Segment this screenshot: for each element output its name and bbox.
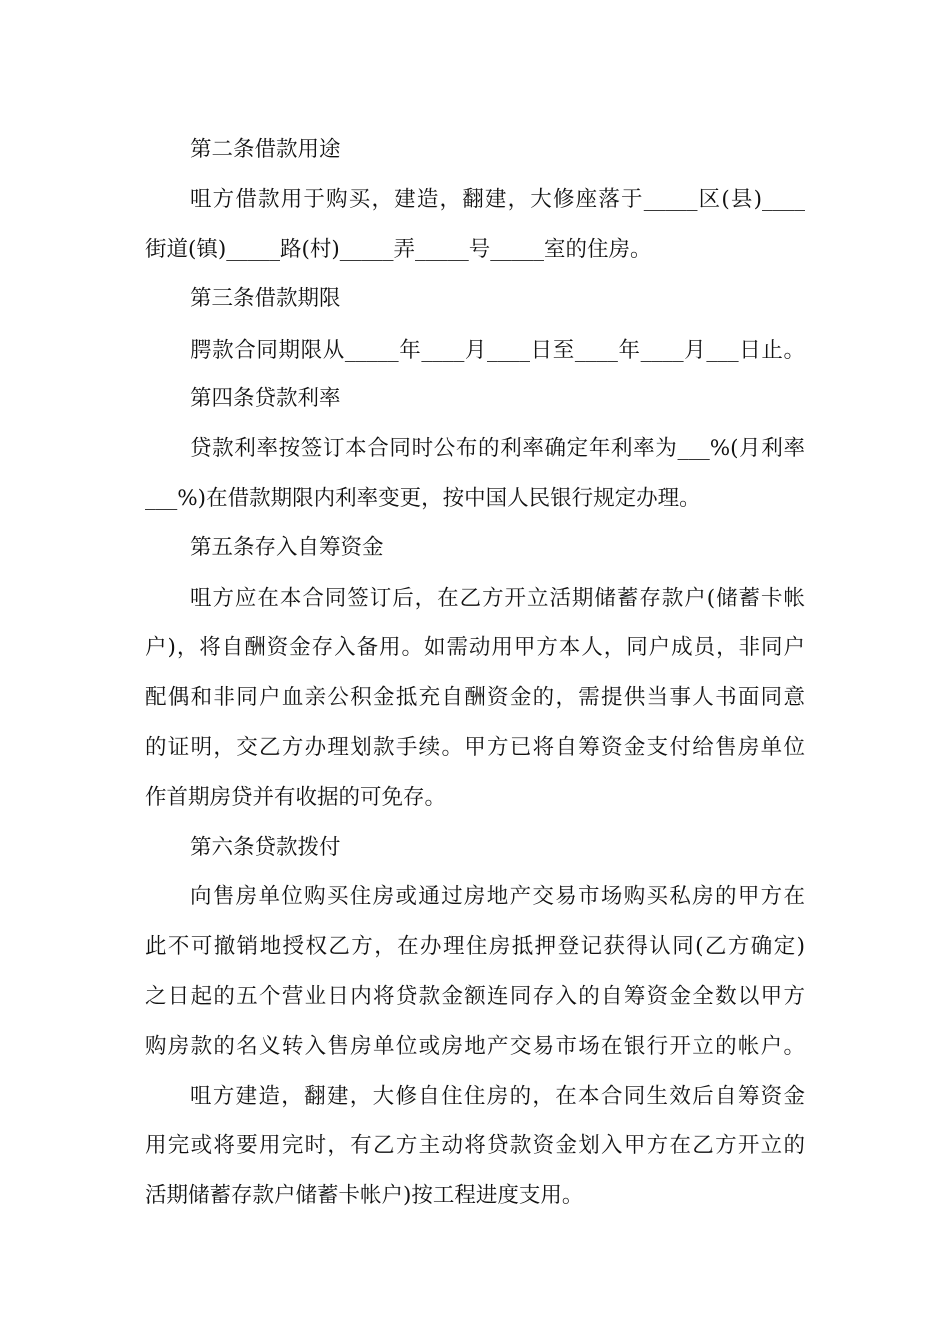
heading-article-4: 第四条贷款利率 xyxy=(190,386,341,411)
heading-article-6: 第六条贷款拨付 xyxy=(190,835,341,860)
paragraph-line: 街道(镇)_____路(村)_____弄_____号_____室的住房。 xyxy=(145,237,652,262)
paragraph-line: 用完或将要用完时，有乙方主动将贷款资金划入甲方在乙方开立的 xyxy=(145,1133,805,1158)
paragraph-line: 配偶和非同户血亲公积金抵充自酬资金的，需提供当事人书面同意 xyxy=(145,685,805,710)
paragraph-line: 向售房单位购买住房或通过房地产交易市场购买私房的甲方在 xyxy=(190,884,805,909)
paragraph-line: 作首期房贷并有收据的可免存。 xyxy=(145,785,447,810)
heading-article-3: 第三条借款期限 xyxy=(190,286,341,311)
paragraph-line: 此不可撤销地授权乙方，在办理住房抵押登记获得认同(乙方确定) xyxy=(145,934,805,959)
heading-article-2: 第二条借款用途 xyxy=(190,137,341,162)
paragraph-line: 户)，将自酬资金存入备用。如需动用甲方本人，同户成员，非同户 xyxy=(145,635,805,660)
paragraph-line: 的证明，交乙方办理划款手续。甲方已将自筹资金支付给售房单位 xyxy=(145,735,805,760)
paragraph-line: 咀方应在本合同签订后，在乙方开立活期储蓄存款户(储蓄卡帐 xyxy=(190,586,805,611)
paragraph-line: 咀方借款用于购买，建造，翻建，大修座落于_____区(县)____ xyxy=(190,187,805,212)
heading-article-5: 第五条存入自筹资金 xyxy=(190,535,384,560)
paragraph-line: 咀方建造，翻建，大修自住住房的，在本合同生效后自筹资金 xyxy=(190,1084,805,1109)
paragraph-line: 贷款利率按签订本合同时公布的利率确定年利率为___%(月利率 xyxy=(190,436,805,461)
paragraph-line: 腭款合同期限从_____年____月____日至____年____月___日止。 xyxy=(190,338,805,363)
paragraph-line: 活期储蓄存款户储蓄卡帐户)按工程进度支用。 xyxy=(145,1183,584,1208)
paragraph-line: 之日起的五个营业日内将贷款金额连同存入的自筹资金全数以甲方 xyxy=(145,984,805,1009)
paragraph-line: 购房款的名义转入售房单位或房地产交易市场在银行开立的帐户。 xyxy=(145,1034,805,1059)
paragraph-line: ___%)在借款期限内利率变更，按中国人民银行规定办理。 xyxy=(145,486,701,511)
